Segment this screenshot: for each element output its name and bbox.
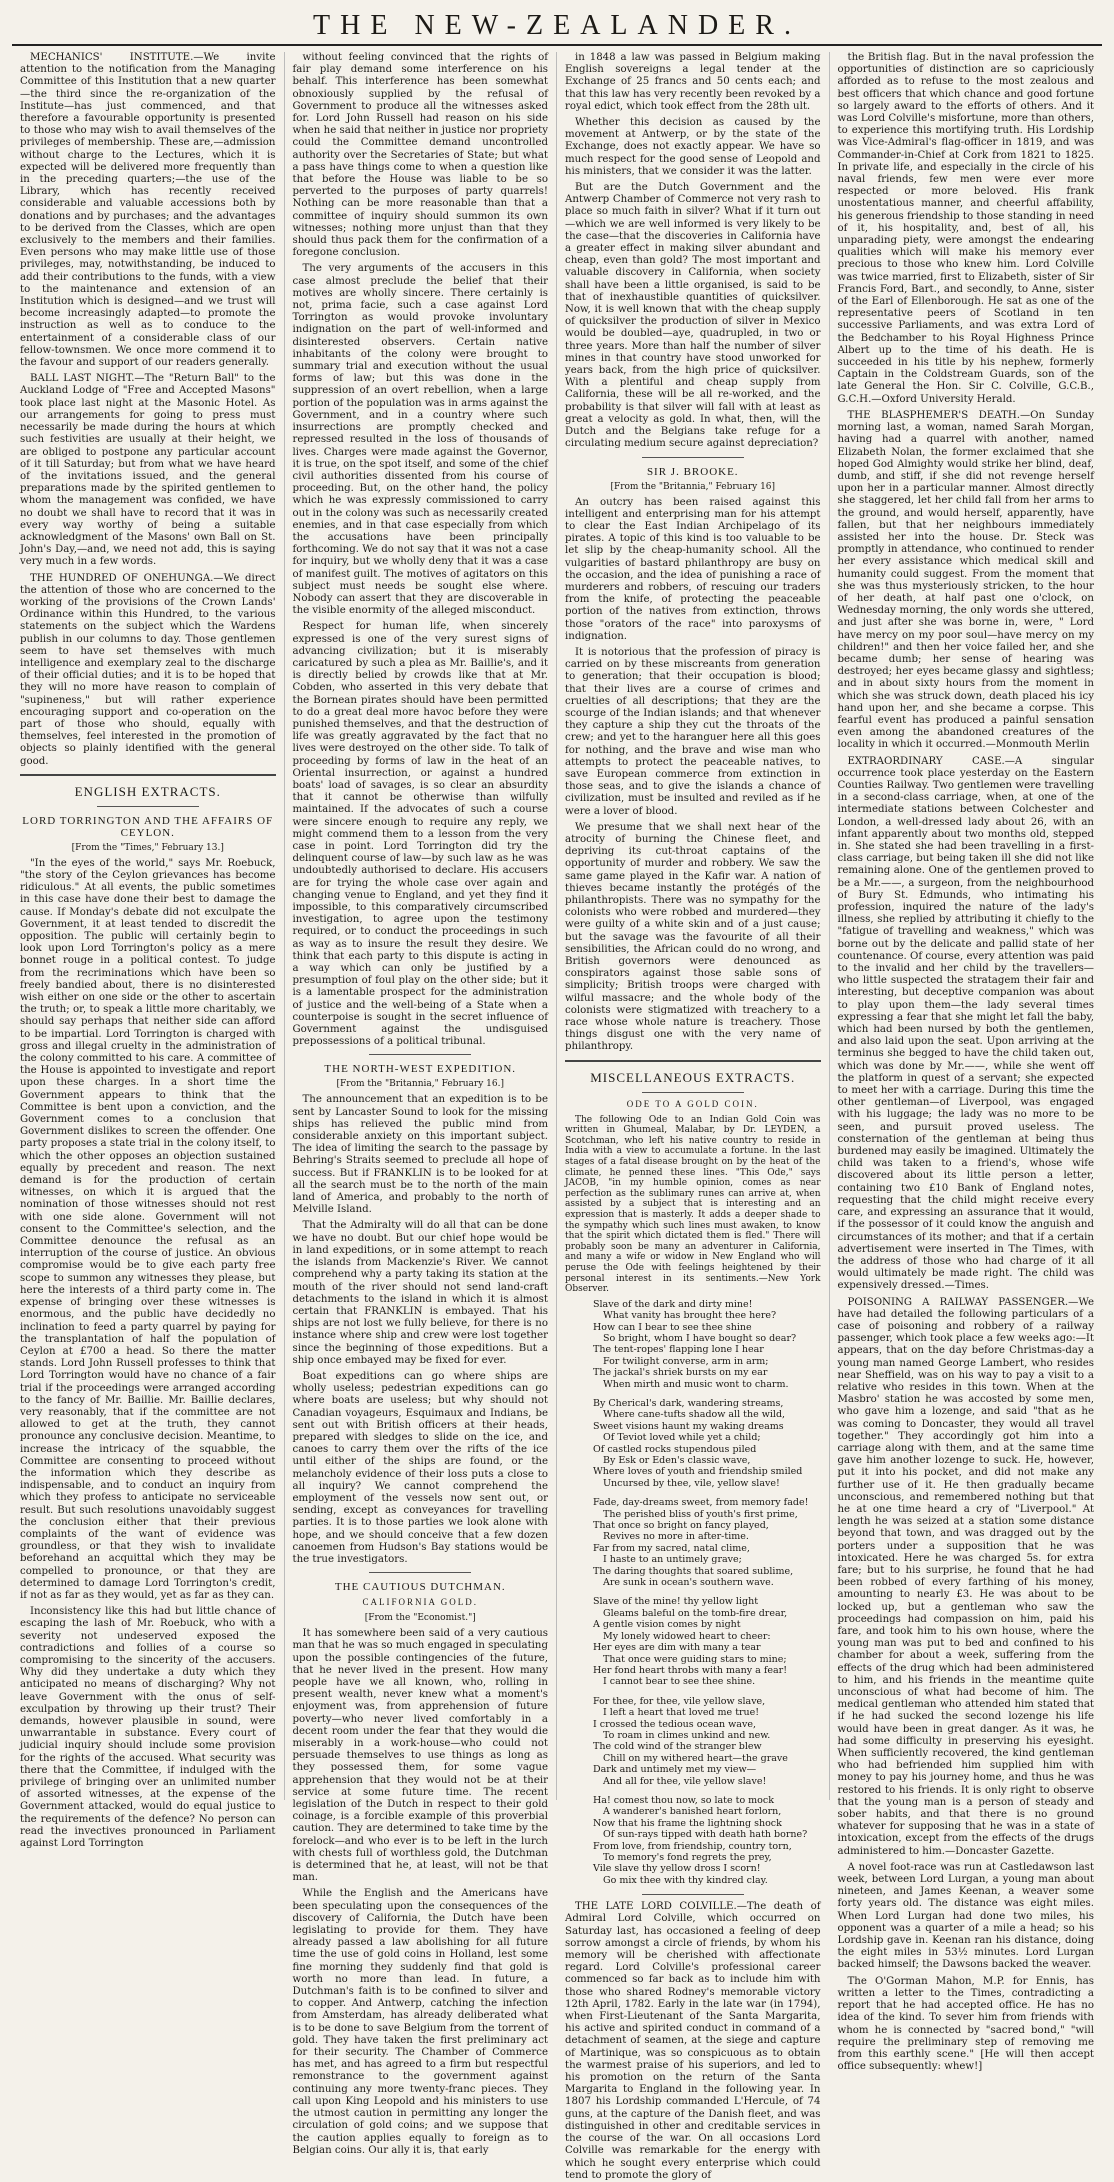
newspaper-page (12, 8, 1102, 2181)
article-extraordinary-case: EXTRAORDINARY CASE.—A singular occurrence took place yesterday on the Eastern Counties Railway. Two gentlemen were travelling in a second-class carriage, when, at one of the intermediate stations between Colchester and London, a well-dressed lady about 26, with an infant apparently about two months old, stepped in. She stated she had been travelling in a first-class carriage, but being taken ill she did not like remaining alone. One of the gentlemen proved to be a Mr.——, a surgeon, from the neighbourhood of Bury St. Edmunds, who intimating his profession, inquired the nature of the lady's illness, she replied by attributing it chiefly to the "fatigue of travelling and weakness," which was borne out by the delicate and pallid state of her countenance. Of course, every attention was paid to the invalid and her child by the travellers—who little suspected the stratagem their fair and interesting, but deceptive companion was about to play upon them—the lady several times expressing a fear that she might let fall the baby, which had been nursed by both the gentlemen, and also laid upon the seat. Upon arriving at the terminus she begged to have the child taken out, which was done by Mr.——, while she went off the platform in quest of a servant; she expected to meet her with a carriage. During this time the other gentleman—of Liverpool, was engaged with his luggage; the lady was no more to be seen, and pursuit proved useless. The consternation of the gentleman at being thus burdened may easily be imagined. Ultimately the child was taken to a friend's, whose wife discovered about its little person a letter, containing two £10 Bank of England notes, requesting that the child might receive every care, and expressing an assurance that it would, if the possessor of it could know the anguish and circumstances of its mother; and that if a certain advertisement were inserted in The Times, with the address of those who had charge of it all would ultimately be made right. The child was expensively dressed.—Times. (837, 755, 1094, 1292)
divider (369, 1572, 471, 1573)
poem-line: Sweet visions haunt my waking dreams (593, 1420, 784, 1432)
article-body: without feeling convinced that the rights of fair play demand some interference on his behalf. This interference has been somewhat obnoxiously supplied by the refusal of Government to produce all the witnesses asked for. Lord John Russell had reason on his side when he said that neither in justice nor propriety could the Committee demand uncontrolled authority over the Secretaries of State; but what a pass have things come to when a question like that before the House was liable to be so perverted to the purposes of party quarrels! Nothing can be more reasonable than that a committee of inquiry should summon its own witnesses; nothing more unjust than that they should thus pack them for the confirmation of a foregone conclusion. (292, 52, 548, 259)
article-blasphemers-death: THE BLASPHEMER'S DEATH.—On Sunday morning last, a woman, named Sarah Morgan, having had a quarrel with another, named Elizabeth Nolan, the former exclaimed that she hoped God Almighty would strike her blind, deaf, dumb, and stiff, if she did not revenge herself upon her in a particular manner. Almost directly she staggered, let her child fall from her arms to the ground, and would herself, apparently, have fallen, but that her neighbours immediately assisted her into the house. Dr. Steck was promptly in attendance, who continued to render her every assistance which medical skill and humanity could suggest. From the moment that she was thus mysteriously stricken, to the hour of her death, at half past one o'clock, on Wednesday morning, the only words she uttered, and just after she was borne in, were, " Lord have mercy on my poor soul—have mercy on my children!" and then her voice failed her, and she became dumb; her sense of hearing was destroyed; her eyes became glassy and sightless; and in about sixty hours from the moment in which she was struck down, death placed his icy hand upon her, and she became a corpse. This fearful event has produced a painful sensation even among the abandoned creatures of the locality in which it occurred.—Monmouth Merlin (837, 409, 1094, 751)
poem-line: What vanity has brought thee here? (603, 1310, 777, 1322)
poem-stanza (593, 1596, 821, 1687)
poem-line: Fade, day-dreams sweet, from memory fade! (593, 1497, 809, 1509)
column-3 (557, 52, 830, 2181)
poem (565, 1299, 821, 1887)
poem-line: Are sunk in ocean's southern wave. (603, 1577, 774, 1589)
ode-introduction: The following Ode to an Indian Gold Coin was written in Ghumeal, Malabar, by Dr. LEYDEN, a Scotchman, who left his native country to reside in India with a view to accumulate a fortune. In the last stages of a fatal disease brought on by the heat of the climate, he penned these lines. "This Ode," says JACOB, "in my humble opinion, comes as near perfection as the sublimary runes can arrive at, when assisted by a subject that is interesting and an expression that is masterly. It adds a deeper shade to the sympathy which such lines must awaken, to know that the spirit which dictated them is fled." There will probably soon be many an adventurer in California, and many a wife or widow in New England who will peruse the Ode with feelings heightened by their personal interest in its sentiments.—New York Observer. (565, 1114, 821, 1295)
article-body: The very arguments of the accusers in this case almost preclude the belief that their motives are wholly sincere. There certainly is not, prima facie, such a case against Lord Torrington as would provoke involuntary indignation on the part of well-informed and disinterested observers. Certain native inhabitants of the colony were brought to summary trial and execution without the usual forms of law; but this was done in the suppression of an overt rebellion, when a large portion of the population was in arms against the Government, and in a country where such insurrections are promptly checked and repressed resulted in the loss of thousands of lives. Charges were made against the Governor, it is true, on the spot itself, and some of the chief civil authorities dissented from his course of proceeding. But, on the other hand, the policy which he was expressly commissioned to carry out in the colony was such as necessarily created enemies, and in that case especially from which the accusations have been principally forthcoming. We do not say that it was not a case for inquiry, but we wholly deny that it was a case of manifest guilt. The motives of agitators on this subject must needs be sought else where. Nobody can assert that they are discoverable in the visible enormity of the alleged misconduct. (292, 263, 548, 617)
poem-line: Where loves of youth and friendship smiled (593, 1466, 803, 1478)
poem-line: I crossed the tedious ocean wave, (593, 1718, 756, 1730)
article-body: We presume that we shall next hear of the atrocity of burning the Chinese fleet, and depriving its cut-throat captains of the opportunity of murder and robbery. We saw the same game played in the Kafir war. A nation of thieves became instantly the protégés of the philanthropists. There was no sympathy for the colonists who were robbed and murdered—they were guilty of a white skin and of a just cause; but the savage was the favourite of all their sensibilities, the African could do no wrong, and British governors were denounced as conspirators against those sable sons of simplicity; British troops were charged with wilful massacre; and the whole body of the colonists were stigmatized with treachery to a race whose whole nature is treachery. Those things disgust one with the very name of philanthropy. (565, 821, 821, 1053)
poem-line: By Cherical's dark, wandering streams, (593, 1397, 784, 1409)
poem-line: That once so bright on fancy played, (593, 1520, 769, 1532)
article-body: "In the eyes of the world," says Mr. Roebuck, "the story of the Ceylon grievances has become ridiculous." At all events, the public sometimes in this case have done their best to damage the cause. If Monday's debate did not exculpate the Government, it at least tended to discredit the opposition. The public will certainly begin to look upon Lord Torrington's policy as a mere bonnet rouge in a political contest. To judge from the recriminations which have been so freely bandied about, there is no disinterested wish either on one side or the other to ascertain the truth; or, to speak a little more charitably, we should say perhaps that neither side can afford to be impartial. Lord Torrington is charged with gross and illegal cruelty in the administration of the colony committed to his care. A committee of the House is appointed to investigate and report upon these charges. In a short time the Government appears to think that the Committee is bent upon a conviction, and the Government comes to a conclusion that Government dislikes to screen the offender. One party proposes a state trial in the colony itself, to which the other opposes an objection sustained equally by precedent and reason. The next demand is for the production of certain witnesses, on which it is argued that the nomination of those witnesses should not rest with one side alone. Government will not consent to the Committee's selection, and the Committee denounce the refusal as an interruption of the course of justice. An obvious compromise would be to give each party free scope to summon any witnesses they please, but here the interests of a third party come in. The expense of bringing over these witnesses is enormous, and the public have decidedly no inclination to feed a party quarrel by paying for the transplantation of half the population of Ceylon at £700 a head. So there the matter stands. Lord John Russell professes to think that Lord Torrington would have no chance of a fair trial if the proceedings were arranged according to the fancy of Mr. Baillie. Mr. Baillie declares, very reasonably, that if the committee are not allowed to get at the truth, they cannot pronounce any conclusive decision. Meantime, to increase the intricacy of the squabble, the Committee are consenting to proceed without the information which they describe as indispensable, and to conduct an inquiry from which they profess to anticipate no serviceable result. But such resolutions unavoidably suggest the conclusion either that their previous complaints of the want of evidence was groundless, or that they wish to invalidate beforehand an acquittal which they may be compelled to pronounce, or that they are determined to damage Lord Torrington's credit, if not as far as they would, yet as far as they can. (20, 857, 276, 1601)
poem-line: I left a heart that loved me true! (603, 1707, 760, 1719)
poem-line: My lonely widowed heart to cheer: (603, 1630, 771, 1642)
article-body: While the English and the Americans have been speculating upon the consequences of the discovery of California, the Dutch have been legislating to provide for them. They have already passed a law abolishing for all future time the use of gold coins in Holland, lest some fine morning they suddenly find that gold is worth no more than lead. In future, a Dutchman's faith is to be confined to silver and to copper. And Antwerp, catching the infection from Amsterdam, has already deliberated what is to be done to save Belgium from the torrent of gold. They have taken the first preliminary act for their security. The Chamber of Commerce has met, and has agreed to a firm but respectful remonstrance to the government against continuing any more twenty-franc pieces. They call upon King Leopold and his ministers to use the utmost caution in permitting any longer the circulation of gold coins; and we suppose that the caution applies equally to foreign as to Belgian coins. Our ally it is, that early (292, 1888, 548, 2156)
poem-line: The perished bliss of youth's first prime, (603, 1508, 798, 1520)
poem-line: Slave of the mine! thy yellow light (593, 1596, 759, 1608)
article-body: The announcement that an expedition is to be sent by Lancaster Sound to look for the missing ships has relieved the public mind from considerable anxiety on this important subject. The idea of limiting the search to the passage by Behring's Straits seemed to preclude all hope of success. But if FRANKLIN is to be looked for at all the search must be to the north of the main land of America, and probably to the north of Melville Island. (292, 1094, 548, 1216)
article-foot-race: A novel foot-race was run at Castledawson last week, between Lord Lurgan, a young man about nineteen, and James Keenan, a weaver some forty years old. The distance was eight miles. When Lord Lurgan had done two miles, his opponent was a quarter of a mile a head; so his Lordship gave in. Keenan ran his distance, doing the eight miles in 53½ minutes. Lord Lurgan backed himself; the Dawsons backed the weaver. (837, 1861, 1094, 1971)
headline-ode-to-gold-coin: ODE TO A GOLD COIN. (626, 1098, 759, 1109)
poem-line: Ha! comest thou now, so late to mock (593, 1794, 774, 1806)
article-poisoning-railway-passenger: POISONING A RAILWAY PASSENGER.—We have had detailed the following particulars of a case of poisoning and robbery of a railway passenger, which took place a few weeks ago:—It appears, that on the day before Christmas-day a young man named George Lambert, who resides near Sheffield, was on his way to pay a visit to a relative who resides in this town. When at the Masbro' station he was accosted by some men, who gave him a lozenge, and said "that as he was coming to Doncaster, they would all travel together." They accordingly got him into a carriage along with them, and at the same time gave him another lozenge to suck. He, however, put it into his pocket, and did not make any further use of it. He then gradually became unconscious, and remembered nothing but that he at one time heard a cry of "Liverpool." At length he was seized at a station some distance beyond that town, and was dragged out by the porters under a supposition that he was intoxicated. Here he was charged 5s. for extra fare; but to his surprise, he found that he had been robbed of every farthing of his money, amounting to nearly £3. He was about to be locked up, but a gentleman who saw the proceedings had compassion on him, paid his fare, and took him to his own house, where the young man was put to bed and confined to his chamber for about a week, suffering from the effects of the drug which had been administered to him, and his friends in the meantime quite unconscious of what had become of him. The medical gentleman who attended him stated that if he had sucked the second lozenge his life would have been in great danger. As it was, he had some difficulty in preserving his eyesight. When sufficiently recovered, the kind gentleman who had befriended him supplied him with money to pay his journey home, and thus he was restored to his friends. It is only right to observe that the young man is a person of steady and sober habits, and that there is no ground whatever for supposing that he was in a state of intoxication, except from the effects of the drugs administered to him.—Doncaster Gazette. (837, 1296, 1094, 1857)
article-body: Inconsistency like this had but little chance of escaping the lash of Mr. Roebuck, who with a severity not undeserved exposed the contradictions and follies of a course so compromising to the sincerity of the accusers. Why did they undertake a duty which they anticipated no means of discharging? Why not leave Government with the onus of self-exculpation by throwing up their trust? Their demands, however plausible in sound, were unwarrantable in substance. Every court of judicial inquiry should include some provision for the rights of the accused. What security was there that the Committee, if indulged with the privilege of bringing over an unlimited number of assorted witnesses, at the expense of the Government attacked, would do equal justice to the requirements of the defence? No person can read the invectives pronounced in Parliament against Lord Torrington (20, 1606, 276, 1850)
article-body: But are the Dutch Government and the Antwerp Chamber of Commerce not very rash to place so much faith in silver? What if it turn out—which we are well informed is very likely to be the case—that the discoveries in California have a greater effect in making silver abundant and cheap, even than gold? The most important and valuable discovery in California, when society shall have been a little organised, is said to be that of inexhaustible quantities of quicksilver. Now, it is well known that with the cheap supply of quicksilver the production of silver in Mexico would be doubled—aye, quadrupled, in two or three years. More than half the number of silver mines in that country have stood unworked for years back, from the high price of quicksilver. With a plentiful and cheap supply from California, these will be all re-worked, and the probability is that silver will fall with at least as great a velocity as gold. In what, then, will the Dutch and the Belgians take refuge for a circulating medium secure against depreciation? (565, 182, 821, 450)
poem-line: Uncursed by thee, vile, yellow slave! (603, 1477, 780, 1489)
poem-line: So bright, whom I have bought so dear? (603, 1332, 797, 1344)
column-2 (285, 52, 558, 2156)
poem-stanza (593, 1696, 821, 1787)
section-divider (565, 1060, 821, 1062)
poem-line: The daring thoughts that soared sublime, (593, 1565, 794, 1577)
poem-line: Her eyes are dim with many a tear (593, 1642, 761, 1654)
poem-line: A wanderer's banished heart forlorn, (603, 1806, 782, 1818)
article-body: Boat expeditions can go where ships are wholly useless; pedestrian expeditions can go where boats are useless; but why should not Canadian voyageurs, Esquimaux and Indians, be sent out with British officers at their heads, prepared with sledges to slide on the ice, and canoes to carry them over the rifts of the ice until either of the ships are found, or the melancholy evidence of their loss puts a close to all inquiry? We cannot comprehend the employment of the vessels now sent out, or sending, except as conveyances for travelling parties. It is to those parties we look alone with hope, and we should conceive that a few dozen canoemen from Hudson's Bay stations would be the true investigators. (292, 1370, 548, 1565)
poem-line: Gleams baleful on the tomb-fire drear, (603, 1607, 788, 1619)
poem-line: Go mix thee with thy kindred clay. (603, 1874, 768, 1886)
poem-stanza (593, 1795, 821, 1886)
article-mechanics-institute: MECHANICS' INSTITUTE.—We invite attention to the notification from the Managing Committee of this Institution that a new quarter—the third since the re-organization of the Institute—has just commenced, and that therefore a favourable opportunity is presented to those who may wish to avail themselves of the privileges of membership. These are,—admission without charge to the Lectures, which it is expected will be delivered more frequently than in the preceding quarters;—the use of the Library, which has recently received considerable and valuable accessions both by donations and by purchases; and the advantages to be derived from the Classes, which are open exclusively to the members and their families. Even persons who may make little use of those privileges, may, notwithstanding, be induced to add their contributions to the funds, with a view to the maintenance and extension of an Institution which is designed—and we trust will become increasingly adapted—to promote the instruction as well as to conduce to the entertainment of a considerable class of our fellow-townsmen. We once more commend it to the favour and support of our readers generally. (20, 52, 276, 369)
divider (369, 1054, 471, 1055)
poem-stanza (593, 1398, 821, 1489)
poem-line: Where cane-tufts shadow all the wild, (603, 1409, 786, 1421)
article-body: Whether this decision as caused by the movement at Antwerp, or by the state of the Exchange, does not exactly appear. We have so much respect for the good sense of Leopold and his ministers, that we consider it was the latter. (565, 117, 821, 177)
poem-line: To memory's fond regrets the prey, (603, 1852, 772, 1864)
article-body: An outcry has been raised against this intelligent and enterprising man for his attempt to clear the East Indian Archipelago of its pirates. A topic of this kind is too valuable to be let slip by the cheap-humanity school. All the vulgarities of bastard philanthropy are busy on the occasion, and the idea of punishing a race of murderers and robbers, of rescuing our traders from the knife, of protecting the peaceable portion of the natives from extinction, throws those "orators of the race" into paroxysms of indignation. (565, 496, 821, 642)
article-late-lord-colville: THE LATE LORD COLVILLE.—The death of Admiral Lord Colville, which occurred on Saturday last, has occasioned a feeling of deep sorrow amongst a circle of friends, by whom his memory will be cherished with affectionate regard. Lord Colville's professional career commenced so far back as to include him with those who shared Rodney's memorable victory 12th April, 1782. Early in the late war (in 1794), when First-Lieutenant of the Santa Margarita, his active and spirited conduct in command of a detachment of seamen, at the siege and capture of Martinique, was so conspicuous as to obtain the warmest praise of his superiors, and led to his promotion on the return of the Santa Margarita to England in the following year. In 1807 his Lordship commanded L'Hercule, of 74 guns, at the capture of the Danish fleet, and was distinguished in other and creditable services in the course of the war. On all occasions Lord Colville was remarkable for the energy with which he sought every enterprise which could tend to promote the glory of (565, 1901, 821, 2181)
headline-lord-torrington: LORD TORRINGTON AND THE AFFAIRS OF CEYLON. (22, 814, 274, 839)
article-body: It has somewhere been said of a very cautious man that he was so much engaged in speculating upon the possible contingencies of the future, that he never lived in the present. How many people have we all known, who, rolling in present wealth, never knew what a moment's enjoyment was, from apprehension of future poverty—who never lived comfortably in a decent room under the fear that they would die miserably in a work-house—who could not persuade themselves to use things as long as they possessed them, for some vague apprehension that they would not be at their service at some future time. The recent legislation of the Dutch in respect to their gold coinage, is a forcible example of this proverbial caution. They are determined to take time by the forelock—and who ever is to be left in the lurch with chests full of worthless gold, the Dutchman is determined that he, at least, will not be that man. (292, 1628, 548, 1884)
subheadline-california-gold: CALIFORNIA GOLD. (362, 1597, 478, 1608)
headline-sir-j-brooke: SIR J. BROOKE. (646, 465, 739, 478)
section-divider (20, 774, 276, 776)
poem-line: A gentle vision comes by night (593, 1619, 741, 1631)
poem-line: Slave of the dark and dirty mine! (593, 1298, 753, 1310)
poem-line: The tent-ropes' flapping lone I hear (593, 1344, 764, 1356)
masthead: THE NEW-ZEALANDER. (12, 8, 1102, 46)
poem-line: Now that his frame the lightning shock (593, 1817, 782, 1829)
article-body: the British flag. But in the naval profession the opportunities of distinction are so capriciously afforded as to refuse to the most zealous and best officers that which chance and good fortune so largely award to the efforts of others. And it was Lord Colville's misfortune, more than others, to experience this mortifying truth. His Lordship was Vice-Admiral's flag-officer in 1819, and was Commander-in-Chief at Cork from 1821 to 1825. In private life, and especially in the circle of his naval friends, few men were ever more respected or more beloved. His frank unostentatious manner, and cheerful affability, his generous friendship to those standing in need of it, his hospitality, and, best of all, his unparading piety, were amongst the endearing qualities which will make his memory ever precious to those who knew him. Lord Colville was twice married, first to Elizabeth, sister of Sir Francis Ford, Bart., and secondly, to Anne, sister of the Earl of Ellenborough. He sat as one of the representative peers of Scotland in ten successive Parliaments, and was extra Lord of the Bedchamber to his Royal Highness Prince Albert up to the time of his death. He is succeeded in his title by his nephew, formerly Captain in the Coldstream Guards, son of the late General the Hon. Sir C. Colville, G.C.B., G.C.H.—Oxford University Herald. (837, 52, 1094, 405)
poem-line: From love, from friendship, country torn, (593, 1840, 792, 1852)
column-1 (12, 52, 285, 1850)
poem-line: The jackal's shriek bursts on my ear (593, 1367, 768, 1379)
poem-line: By Esk or Eden's classic wave, (603, 1455, 751, 1467)
source-note: [From the "Times," February 13.] (71, 842, 224, 853)
poem-line: How can I bear to see thee shine (593, 1321, 752, 1333)
poem-stanza (593, 1299, 821, 1390)
article-body: It is notorious that the profession of piracy is carried on by these miscreants from generation to generation; that their occupation is blood; that their lives are a course of crimes and cruelties of all descriptions; that they are the scourge of the Indian islands; and that whenever they capture a ship they cut the throats of the crew; and yet to the haranguer here all this goes for nothing, and the brave and wise man who attempts to protect the peaceable natives, to save European commerce from extinction in those seas, and to give the islands a chance of civilization, must be insulted and reviled as if he were a lover of blood. (565, 646, 821, 817)
poem-line: I haste to an untimely grave; (603, 1554, 742, 1566)
section-heading-english-extracts: ENGLISH EXTRACTS. (74, 783, 221, 799)
article-ogorman-mahon: The O'Gorman Mahon, M.P. for Ennis, has written a letter to the Times, contradicting a report that he had accepted office. He has no idea of the kind. To sever him from friends with whom he is connected by "sacred bond," "will require the preliminary step of removing me from this earthly scene." [He will then accept office subsequently: whew!] (837, 1975, 1094, 2073)
poem-line: For thee, for thee, vile yellow slave, (593, 1695, 766, 1707)
article-body: That the Admiralty will do all that can be done we have no doubt. But our chief hope would be in land expeditions, or in some attempt to reach the islands from Mackenzie's River. We cannot comprehend why a party taking its station at the mouth of the river should not send land-craft detachments to the island in which it is almost certain that FRANKLIN is embayed. That his ships are not lost we fully believe, for there is no instance where ship and crew were lost together since the beginning of those expeditions. But a ship once embayed may be fixed for ever. (292, 1220, 548, 1366)
poem-line: Of Teviot loved while yet a child; (603, 1432, 761, 1444)
article-body: in 1848 a law was passed in Belgium making English sovereigns a legal tender at the Exchange of 25 francs and 50 cents each; and that this law has very recently been revoked by a royal edict, which took effect from the 28th ult. (565, 52, 821, 112)
divider (642, 1894, 744, 1895)
source-note: [From the "Britannia," February 16.] (336, 1079, 504, 1090)
poem-line: Revives no more in after-time. (603, 1531, 749, 1543)
poem-line: I cannot bear to see thee shine. (603, 1676, 756, 1688)
column-4 (830, 52, 1103, 2073)
divider (642, 1092, 744, 1093)
source-note: [From the "Britannia," February 16] (610, 481, 776, 492)
poem-line: Far from my sacred, natal clime, (593, 1542, 750, 1554)
section-heading-miscellaneous-extracts: MISCELLANEOUS EXTRACTS. (590, 1069, 796, 1085)
poem-stanza (593, 1497, 821, 1588)
source-note: [From the "Economist."] (364, 1613, 476, 1624)
headline-north-west-expedition: THE NORTH-WEST EXPEDITION. (324, 1063, 517, 1076)
poem-line: And all for thee, vile yellow slave! (603, 1775, 767, 1787)
columns (12, 52, 1102, 2181)
poem-line: Of sun-rays tipped with death hath borne? (603, 1829, 808, 1841)
poem-line: Dark and untimely met my view— (593, 1764, 757, 1776)
poem-line: That once were guiding stars to mine; (603, 1653, 787, 1665)
poem-line: To roam in climes unkind and new. (603, 1729, 771, 1741)
poem-line: For twilight converse, arm in arm; (603, 1355, 769, 1367)
divider (642, 457, 744, 458)
poem-line: When mirth and music wont to charm. (603, 1378, 789, 1390)
headline-cautious-dutchman: THE CAUTIOUS DUTCHMAN. (334, 1581, 506, 1594)
poem-line: Chill on my withered heart—the grave (603, 1752, 788, 1764)
article-ball-last-night: BALL LAST NIGHT.—The "Return Ball" to the Auckland Lodge of "Free and Accepted Masons" took place last night at the Masonic Hotel. As our arrangements for going to press must necessarily be made during the hours at which such festivities are usually at their height, we are obliged to postpone any particular account of it till Saturday; but from what we have heard of the invitations issued, and the general preparations made by the spirited gentlemen to whom the management was confided, we have no doubt we shall have to record that it was in every way worthy of being a suitable acknowledgment of the Masons' own Ball on St. John's Day,—and, we need not add, this is saying very much in a few words. (20, 373, 276, 568)
poem-line: Vile slave thy yellow dross I scorn! (593, 1863, 761, 1875)
divider (97, 806, 199, 807)
poem-line: The cold wind of the stranger blew (593, 1741, 762, 1753)
article-body: Respect for human life, when sincerely expressed is one of the very surest signs of advancing civilization; but it is miserably caricatured by such a plea as Mr. Baillie's, and it is directly belied by crowds like that at Mr. Cobden, who asserted in this very debate that the Bornean pirates should have been permitted to do a great deal more havoc before they were punished themselves, and that the destruction of life was greatly aggravated by the fact that no lives were destroyed on the other side. To talk of proceeding by forms of law in the heat of an Oriental insurrection, or against a hundred boats' load of savages, is so clear an absurdity that it cannot be otherwise than wilfully maintained. If the advocates of such a course were sincere enough to require any reply, we might commend them to a lesson from the very case in point. Lord Torrington did try the delinquent course of law—by such law as he was undoubtedly authorised to declare. His accusers are for trying the whole case over again and changing venue to England, and yet they find it impossible, to this comparatively circumscribed investigation, to agree upon the testimony required, or to conduct the proceedings in such as way as to insure the result they desire. We think that each party to this dispute is acting in a way which can only be justified by a presumption of foul play on the other side; but it is a lamentable prospect for the administration of justice and the well-being of a State when a counterpoise is sought in the secret influence of Government against the undisguised prepossessions of a political tribunal. (292, 621, 548, 1048)
poem-line: Of castled rocks stupendous piled (593, 1443, 757, 1455)
article-hundred-of-onehunga: THE HUNDRED OF ONEHUNGA.—We direct the attention of those who are concerned to the working of the provisions of the Crown Lands' Ordinance within this Hundred, to the various statements on the subject which the Wardens publish in our columns to day. Those gentlemen seem to have set themselves with much intelligence and exemplary zeal to the discharge of their official duties; and it is to be hoped that they will no more have reason to complain of "supineness," but will rather experience encouraging support and co-operation on the part of those who should, equally with themselves, feel interested in the promotion of objects so plainly identified with the general good. (20, 572, 276, 767)
poem-line: Her fond heart throbs with many a fear! (593, 1664, 788, 1676)
